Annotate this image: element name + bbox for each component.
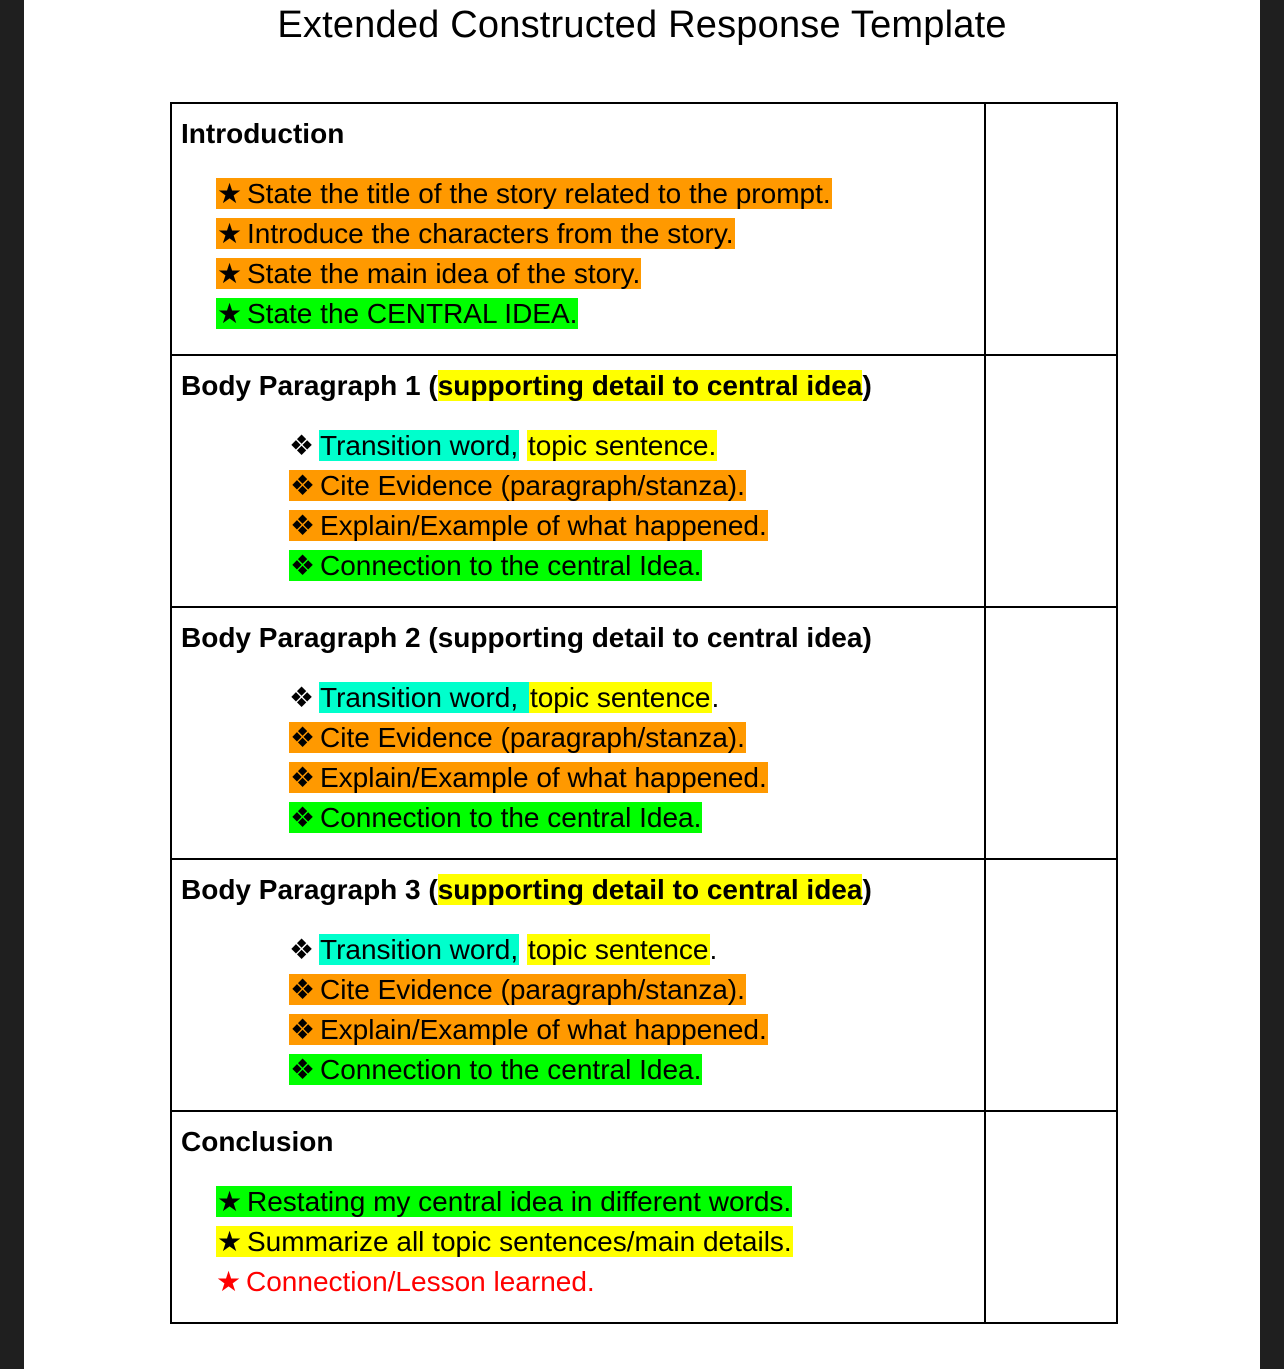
- diamond-bullet-icon: ❖: [290, 470, 316, 501]
- diamond-bullet-icon: ❖: [289, 430, 315, 461]
- intro-score-cell: [985, 103, 1117, 355]
- diamond-bullet-icon: ❖: [290, 510, 316, 541]
- body3-cell: [171, 859, 985, 1111]
- list-item: ❖ Explain/Example of what happened.: [172, 758, 984, 798]
- diamond-bullet-icon: ❖: [289, 682, 315, 713]
- list-item: ❖ Connection to the central Idea.: [172, 1050, 984, 1090]
- conclusion-row: [171, 1111, 1117, 1323]
- list-item: ★ State the CENTRAL IDEA.: [172, 294, 984, 334]
- body3-heading: Body Paragraph 3 (supporting detail to central idea): [181, 874, 872, 905]
- body2-heading: Body Paragraph 2 (supporting detail to central idea): [181, 622, 872, 653]
- list-item: ❖ Cite Evidence (paragraph/stanza).: [172, 718, 984, 758]
- diamond-bullet-icon: ❖: [290, 974, 316, 1005]
- list-item: ❖ Connection to the central Idea.: [172, 798, 984, 838]
- conclusion-list: [172, 1174, 984, 1302]
- list-item: ★ Introduce the characters from the story.: [172, 214, 984, 254]
- body3-row: [171, 859, 1117, 1111]
- intro-row: [171, 103, 1117, 355]
- body2-row: [171, 607, 1117, 859]
- diamond-bullet-icon: ❖: [289, 934, 315, 965]
- diamond-bullet-icon: ❖: [290, 802, 316, 833]
- intro-heading: Introduction: [181, 118, 345, 149]
- list-item: ★ Summarize all topic sentences/main details.: [172, 1222, 984, 1262]
- star-icon: ★: [217, 258, 243, 289]
- star-icon: ★: [217, 178, 243, 209]
- conclusion-cell: [171, 1111, 985, 1323]
- body3-score-cell: [985, 859, 1117, 1111]
- list-item: ❖ Cite Evidence (paragraph/stanza).: [172, 466, 984, 506]
- body1-list: [172, 418, 984, 586]
- list-item: ★ State the title of the story related to the prompt.: [172, 174, 984, 214]
- star-icon: ★: [217, 1226, 243, 1257]
- list-item: ★ State the main idea of the story.: [172, 254, 984, 294]
- list-item: ★ Restating my central idea in different words.: [172, 1182, 984, 1222]
- body1-heading: Body Paragraph 1 (supporting detail to central idea): [181, 370, 872, 401]
- list-item: ❖ Cite Evidence (paragraph/stanza).: [172, 970, 984, 1010]
- body3-list: [172, 922, 984, 1090]
- diamond-bullet-icon: ❖: [290, 722, 316, 753]
- list-item: ★ Connection/Lesson learned.: [172, 1262, 984, 1302]
- list-item: ❖ Transition word, topic sentence.: [172, 930, 984, 970]
- conclusion-score-cell: [985, 1111, 1117, 1323]
- list-item: ❖ Transition word, topic sentence.: [172, 426, 984, 466]
- template-table: [170, 102, 1118, 1324]
- body2-cell: [171, 607, 985, 859]
- star-icon: ★: [217, 218, 243, 249]
- intro-list: [172, 166, 984, 334]
- body1-score-cell: [985, 355, 1117, 607]
- list-item: ❖ Connection to the central Idea.: [172, 546, 984, 586]
- diamond-bullet-icon: ❖: [290, 1014, 316, 1045]
- document-title: Extended Constructed Response Template: [277, 4, 1007, 46]
- diamond-bullet-icon: ❖: [290, 762, 316, 793]
- body2-score-cell: [985, 607, 1117, 859]
- body1-row: [171, 355, 1117, 607]
- list-item: ❖ Explain/Example of what happened.: [172, 1010, 984, 1050]
- star-icon: ★: [217, 1186, 243, 1217]
- list-item: ❖ Explain/Example of what happened.: [172, 506, 984, 546]
- intro-cell: [171, 103, 985, 355]
- diamond-bullet-icon: ❖: [290, 550, 316, 581]
- star-icon: ★: [217, 298, 243, 329]
- document-page: [24, 0, 1260, 1369]
- body1-cell: [171, 355, 985, 607]
- list-item: ❖ Transition word, topic sentence.: [172, 678, 984, 718]
- conclusion-heading: Conclusion: [181, 1126, 334, 1157]
- body2-list: [172, 670, 984, 838]
- star-icon: ★: [216, 1266, 242, 1297]
- diamond-bullet-icon: ❖: [290, 1054, 316, 1085]
